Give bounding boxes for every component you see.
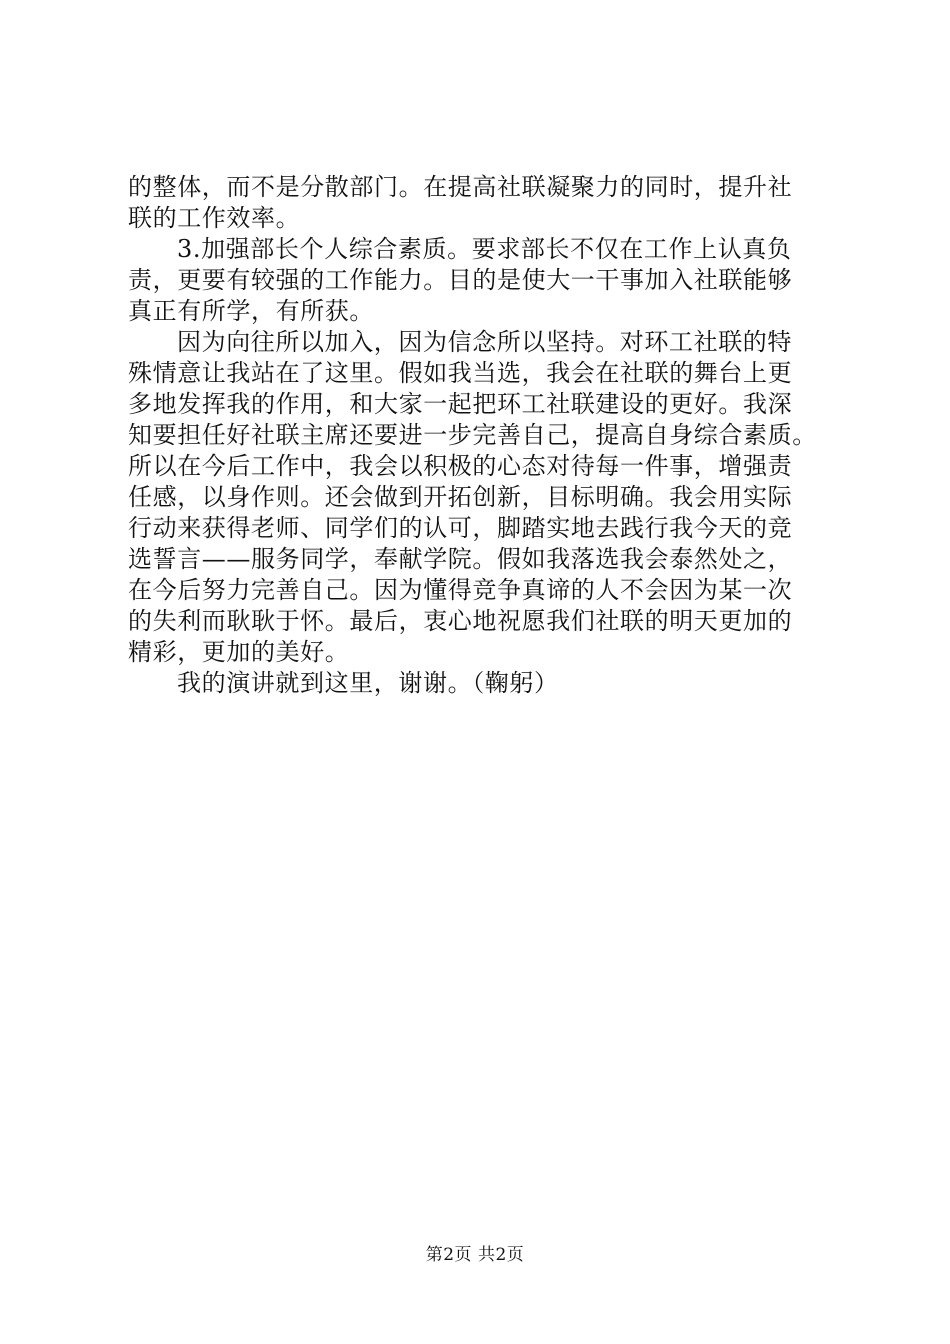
text-line: 在今后努力完善自己。因为懂得竞争真谛的人不会因为某一次 <box>128 576 793 604</box>
text-line: 联的工作效率。 <box>128 204 301 232</box>
text-line: 真正有所学，有所获。 <box>128 297 374 325</box>
text-line: 的失利而耿耿于怀。最后，衷心地祝愿我们社联的明天更加的 <box>128 607 793 635</box>
text-line: 因为向往所以加入，因为信念所以坚持。对环工社联的特 <box>177 328 792 356</box>
text-line: 3.加强部长个人综合素质。要求部长不仅在工作上认真负 <box>177 235 792 263</box>
text-line: 精彩，更加的美好。 <box>128 638 350 666</box>
text-line: 任感，以身作则。还会做到开拓创新，目标明确。我会用实际 <box>128 483 793 511</box>
text-line: 我的演讲就到这里，谢谢。（鞠躬） <box>177 669 559 697</box>
text-line: 殊情意让我站在了这里。假如我当选，我会在社联的舞台上更 <box>128 359 793 387</box>
document-body <box>128 172 828 699</box>
text-line: 多地发挥我的作用，和大家一起把环工社联建设的更好。我深 <box>128 390 793 418</box>
text-line: 的整体，而不是分散部门。在提高社联凝聚力的同时，提升社 <box>128 173 793 201</box>
page-number-footer: 第2页 共2页 <box>425 1245 525 1265</box>
text-line: 所以在今后工作中，我会以积极的心态对待每一件事，增强责 <box>128 452 793 480</box>
text-line: 知要担任好社联主席还要进一步完善自己，提高自身综合素质。 <box>128 421 817 449</box>
text-line: 行动来获得老师、同学们的认可，脚踏实地去践行我今天的竞 <box>128 514 793 542</box>
text-line: 选誓言——服务同学，奉献学院。假如我落选我会泰然处之， <box>128 545 793 573</box>
text-line: 责，更要有较强的工作能力。目的是使大一干事加入社联能够 <box>128 266 793 294</box>
